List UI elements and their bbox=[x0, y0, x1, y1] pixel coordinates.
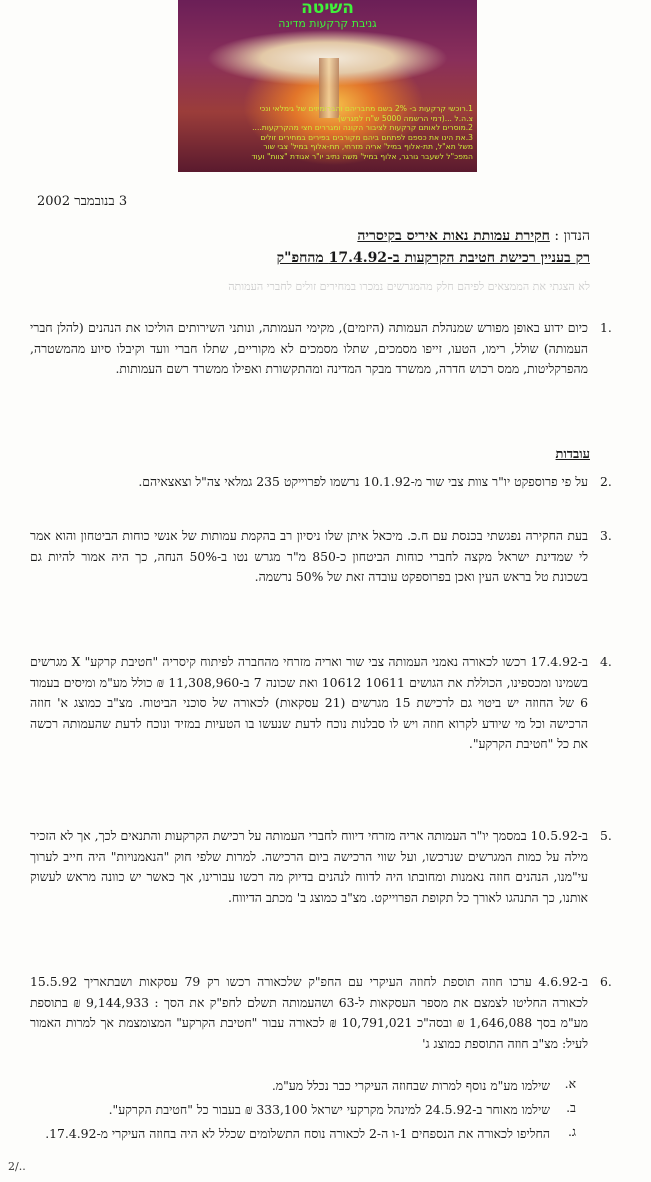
paragraph-2: על פי פרוספקט יו"ר צוות צבי שור מ-10.1.92 נרשמו לפרוייקט 235 גמלאי צה"ל וצאצאיהם. bbox=[138, 474, 588, 489]
subject-label: הנדון : bbox=[554, 228, 590, 244]
document-date: 3 בנובמבר 2002 bbox=[37, 194, 128, 209]
faded-bleed-text: לא הצגתי את הממצאים לפיהם חלק מהמגרשים נמכרו במחירים זולים לחברי העמותה bbox=[228, 280, 590, 293]
paragraph-number: 6. bbox=[600, 974, 612, 989]
sub-item-text: שילמו מאוחר ב-24.5.92 למינהל מקרקעי ישראל 333,100 ₪ בעבור כל "חטיבת הקרקע". bbox=[108, 1102, 550, 1117]
paragraph-number: 2. bbox=[600, 474, 612, 489]
paragraph-3: בעת החקירה נפגשתי בכנסת עם ח.כ. מיכאל איתן שלו ניסיון רב בהקמת עמותות של אנשי כוחות הביטחון והוא אמר לי שמדינת ישראל מקצה לחברי כוחות הביטחון כ-850 מ"ר מגרש נטו ב-50% הנחה, כך היה אמור להיות גם בשכונת טל בראש העין ואכן בפרוספקט עובדה זאת של 50% נרשמה. bbox=[30, 528, 589, 584]
banner-line: משל תא"ל, תת-אלוף במיל' אריה מזרחי, תת-אלוף במיל' צבי שור bbox=[263, 142, 473, 151]
paragraph-number: 3. bbox=[600, 528, 612, 543]
paragraph-number: 1. bbox=[600, 320, 612, 335]
sub-item-letter: ג. bbox=[567, 1124, 576, 1139]
paragraph-5: ב-10.5.92 במסמך יו"ר העמותה אריה מזרחי דיווח לחברי העמותה על רכישת הקרקעות והתנאים לכך, אך לא הזכיר מילה על כמות המגרשים שנרכשו, ועל שווי הרכישה ביום הרכישה. למרות שלפי חוק "הנאמנויות" היה חייב לערוך עי"מנו, הנהנים חוזה נאמנות ומחובתו היה לדווח לנהנים בדיוק מה רכשו עבורינו, אך כאשר יש כוונה מראש לעשוק אותנו, כך התנהגו לאורך כל תקופת הפרוייקט. מצ"ב כמוצג ב' מכתב הדיווח. bbox=[30, 828, 588, 905]
banner-line: 1.רוכשי קרקעות ב- 2% בשם מחבריהם והברומיזים של גימלאי ונכי bbox=[259, 104, 473, 113]
paragraph-4: ב-17.4.92 רכשו לכאורה נאמני העמותה צבי שור ואריה מזרחי מהחברה לפיתוח קיסריה "חטיבת קרקע" X מגרשים בשמינו ומכספינו, הכוללת את הגושים 10611 10612 ואת שכונה 7 ב-11,308,960 ₪ כולל מע"מ ומיסים בעמוד 6 של החוזה יש ביטוי גם לרכישת 15 מגרשים (21 עסקאות) לכאורה של סוכני הביטוח. מצ"ב כמוצג א' חוזה הרכישה וכל מי שיודע לקרוא חוזה ויש לו סבלנות נוכח לדעת שנעשו בו הטעיות במזיד ונוכח לדעת שהעמותה רכשה את כל "חטיבת הקרקע". bbox=[30, 654, 589, 751]
banner-line: המפכ"ל לשעבר גורגר, אלוף במיל' משה נתיב יו"ר אגודת "צוות" ועוד bbox=[251, 151, 473, 161]
banner-text-block bbox=[182, 104, 473, 161]
section-heading-facts: עובדות bbox=[555, 447, 590, 462]
sub-item-text: שילמו מע"מ נוסף למרות שבחוזה העיקרי כבר נכלל מע"מ. bbox=[271, 1078, 550, 1093]
paragraph-number: 5. bbox=[600, 828, 612, 843]
paragraph-number: 4. bbox=[600, 654, 612, 669]
subject-line bbox=[120, 228, 590, 245]
paragraph-1: כיום ידוע באופן מפורש שמנהלת העמותה (היזמים), מקימי העמותה, ונותני השירותים הוליכו את הנהנים (להלן חברי העמותה) שולל, רימו, הטעו, זייפו מסמכים, שתלו מסמכים לא מקוריים, שתלו חברי וועד וקיבלו סיוע מהמשטרה, מהפרקליטות, ממס רכוש חדרה, ממשרד מבקר המדינה ומהתקשורת ואפילו ממשרד רשם העמותות. bbox=[30, 320, 588, 376]
sub-item-text: החליפו לכאורה את הנספחים 1-ו ה-2 לכאורה נוסח התשלומים שכלל לא היה בחוזה העיקרי מ-17.4.92. bbox=[45, 1126, 550, 1141]
banner-line: 2.מוסרים לאותם קרקעות לציבור הקונה ומגררים חצי מהקרקעות.... bbox=[252, 123, 473, 132]
banner-line: 3.את הינו את כספם לפתחם ביהם מקורבים בפירים במחירים זולים bbox=[260, 132, 473, 142]
mushroom-cloud-banner bbox=[178, 0, 477, 172]
paragraph-6: ב-4.6.92 ערכו חוזה תוספת לחוזה העיקרי עם החפ"ק שלכאורה רכשו רק 79 עסקאות ושבתאריך 15.5.92 לכאורה החליטו לצמצם את מספר העסקאות ל-63 ושהעמותה תשלם לחפ"ק את הסך : 9,144,933 ₪ בתוספת מע"מ בסך 1,646,088 ₪ ובסה"כ 10,791,021 ₪ לכאורה עבור "חטיבת הקרקע" המצומצמת אך למרות האמור לעיל: מצ"ב חוזה התוספת כמוצג ג' bbox=[30, 974, 588, 1051]
sub-item-letter: א. bbox=[564, 1076, 576, 1091]
page-number-marker: 2/.. bbox=[8, 1160, 26, 1173]
subject-title: חקירת עמותת נאות איריס בקיסריה bbox=[357, 228, 550, 244]
banner-subtitle: גניבת קרקעות מדינה bbox=[278, 17, 377, 30]
banner-title: השיטה bbox=[301, 0, 354, 18]
sub-item-letter: ב. bbox=[566, 1100, 576, 1115]
subject-subtitle: רק בעניין רכישת חטיבת הקרקעות ב-17.4.92 מהחפ"ק bbox=[276, 250, 590, 266]
banner-line: צ.ה.ל ...(דמי הרשמה 5000 ש"ח למגרש) bbox=[337, 113, 473, 123]
